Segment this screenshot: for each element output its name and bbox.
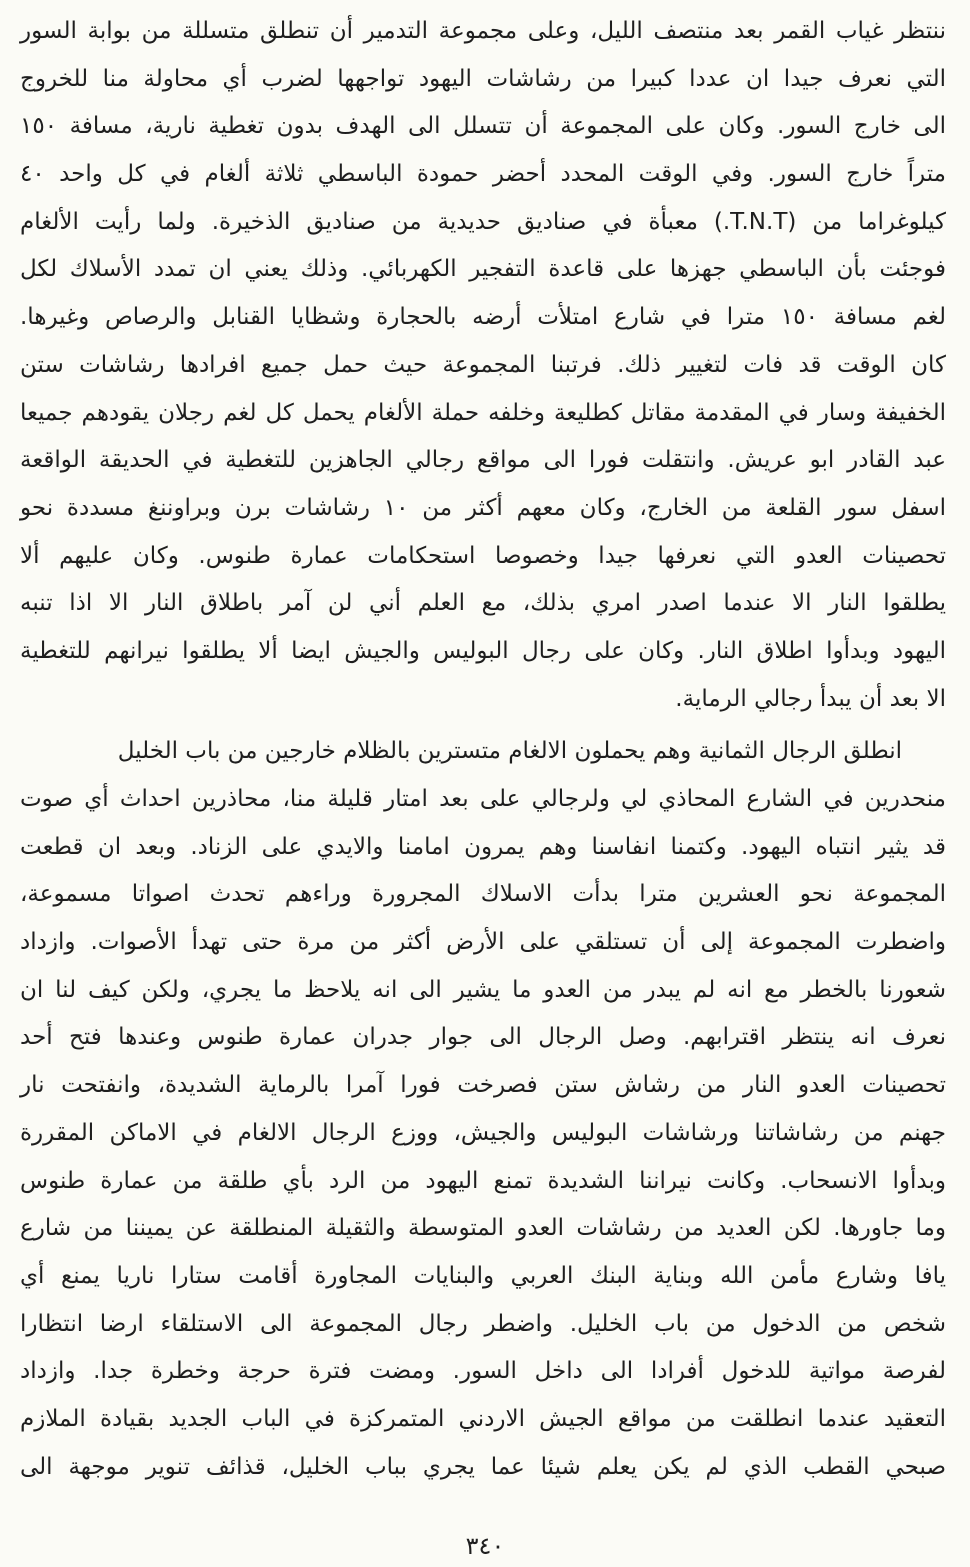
text-line: جهنم من رشاشاتنا ورشاشات البوليس والجيش، ووزع الرجال الالغام في الاماكن المقررة bbox=[20, 1119, 946, 1146]
text-line: ننتظر غياب القمر بعد منتصف الليل، وعلى مجموعة التدمير أن تنطلق متسللة من بوابة السور bbox=[20, 18, 946, 44]
page-body bbox=[20, 8, 946, 1491]
text-line: وبدأوا الانسحاب. وكانت نيراننا الشديدة تمنع اليهود من الرد بأي طلقة من عمارة طنوس bbox=[20, 1167, 946, 1194]
text-line: اليهود وبدأوا اطلاق النار. وكان على رجال البوليس والجيش ايضا ألا يطلقوا نيرانهم للتغطية bbox=[20, 637, 946, 664]
text-line: قد يثير انتباه اليهود. وكتمنا انفاسنا وهم يمرون امامنا والايدي على الزناد. وبعد ان قطعت bbox=[20, 833, 946, 860]
text-line: لغم مسافة ١٥٠ مترا في شارع امتلأت أرضه بالحجارة وشظايا القنابل والرصاص وغيرها. bbox=[20, 304, 946, 331]
text-line: كيلوغراما من (T.N.T.) معبأة في صناديق حديدية من صناديق الذخيرة. ولما رأيت الألغام bbox=[20, 208, 946, 235]
paragraph-2 bbox=[20, 728, 946, 1491]
paragraph-1 bbox=[20, 8, 946, 723]
text-line: الا بعد أن يبدأ رجالي الرماية. bbox=[675, 685, 946, 712]
text-line: الى خارج السور. وكان على المجموعة أن تتسلل الى الهدف بدون تغطية نارية، مسافة ١٥٠ bbox=[20, 113, 946, 140]
text-line: شعورنا بالخطر مع انه لم يبدر من العدو ما يشير الى انه يلاحظ ما يجري، ولكن كيف لنا ان bbox=[20, 976, 946, 1003]
text-line: عبد القادر ابو عريش. وانتقلت فورا الى مواقع رجالي الجاهزين للتغطية في الحديقة الواقعة bbox=[20, 447, 946, 474]
text-line: تحصينات العدو النار من رشاش ستن فصرخت فورا آمرا بالرماية الشديدة، وانفتحت نار bbox=[20, 1072, 946, 1099]
text-line: يافا وشارع مأمن الله وبناية البنك العربي والبنايات المجاورة أقامت ستارا ناريا يمنع أي bbox=[20, 1262, 946, 1289]
text-line: واضطرت المجموعة إلى أن تستلقي على الأرض أكثر من مرة حتى تهدأ الأصوات. وازداد bbox=[20, 929, 946, 956]
text-line: يطلقوا النار الا عندما اصدر امري بذلك، مع العلم أني لن آمر باطلاق النار الا اذا تنبه bbox=[20, 590, 946, 617]
text-line: شخص من الدخول من باب الخليل. واضطر رجال المجموعة الى الاستلقاء ارضا انتظارا bbox=[20, 1310, 946, 1337]
text-line: التعقيد عندما انطلقت من مواقع الجيش الاردني المتمركزة في الباب الجديد بقيادة الملازم bbox=[20, 1405, 946, 1432]
text-line: فوجئت بأن الباسطي جهزها على قاعدة التفجير الكهربائي. وذلك يعني ان تمدد الأسلاك لكل bbox=[20, 256, 946, 283]
text-line: متراً خارج السور. وفي الوقت المحدد أحضر حمودة الباسطي ثلاثة ألغام في كل واحد ٤٠ bbox=[20, 161, 946, 188]
page-number: ٣٤٠ bbox=[465, 1532, 505, 1560]
text-line: منحدرين في الشارع المحاذي لي ولرجالي على بعد امتار قليلة منا، محاذرين احداث أي صوت bbox=[20, 786, 946, 812]
text-line: اسفل سور القلعة من الخارج، وكان معهم أكثر من ١٠ رشاشات برن وبراوننغ مسددة نحو bbox=[20, 494, 946, 521]
text-line: التي نعرف جيدا ان عددا كبيرا من رشاشات اليهود تواجهها لضرب أي محاولة منا للخروج bbox=[20, 65, 946, 92]
text-line: انطلق الرجال الثمانية وهم يحملون الالغام متسترين بالظلام خارجين من باب الخليل bbox=[117, 738, 902, 765]
text-line: صبحي القطب الذي لم يكن يعلم شيئا عما يجري بباب الخليل، قذائف تنوير موجهة الى bbox=[20, 1453, 946, 1480]
text-line: لفرصة مواتية للدخول أفرادا الى داخل السور. ومضت فترة حرجة وخطرة جدا. وازداد bbox=[20, 1358, 946, 1385]
text-line: الخفيفة وسار في المقدمة مقاتل كطليعة وخلفه حملة الألغام يحمل كل لغم رجلان يقودهم جميعا bbox=[20, 399, 946, 426]
text-line: تحصينات العدو التي نعرفها جيدا وخصوصا استحكامات عمارة طنوس. وكان عليهم ألا bbox=[20, 542, 946, 569]
text-line: نعرف انه ينتظر اقترابهم. وصل الرجال الى جوار جدران عمارة طنوس وعندها فتح أحد bbox=[20, 1024, 946, 1051]
text-line: كان الوقت قد فات لتغيير ذلك. فرتبنا المجموعة حيث حمل جميع افرادها رشاشات ستن bbox=[20, 351, 946, 378]
text-line: المجموعة نحو العشرين مترا بدأت الاسلاك المجرورة وراءهم تحدث اصواتا مسموعة، bbox=[20, 881, 946, 908]
text-line: وما جاورها. لكن العديد من رشاشات العدو المتوسطة والثقيلة المنطلقة عن يميننا من شارع bbox=[20, 1215, 946, 1242]
